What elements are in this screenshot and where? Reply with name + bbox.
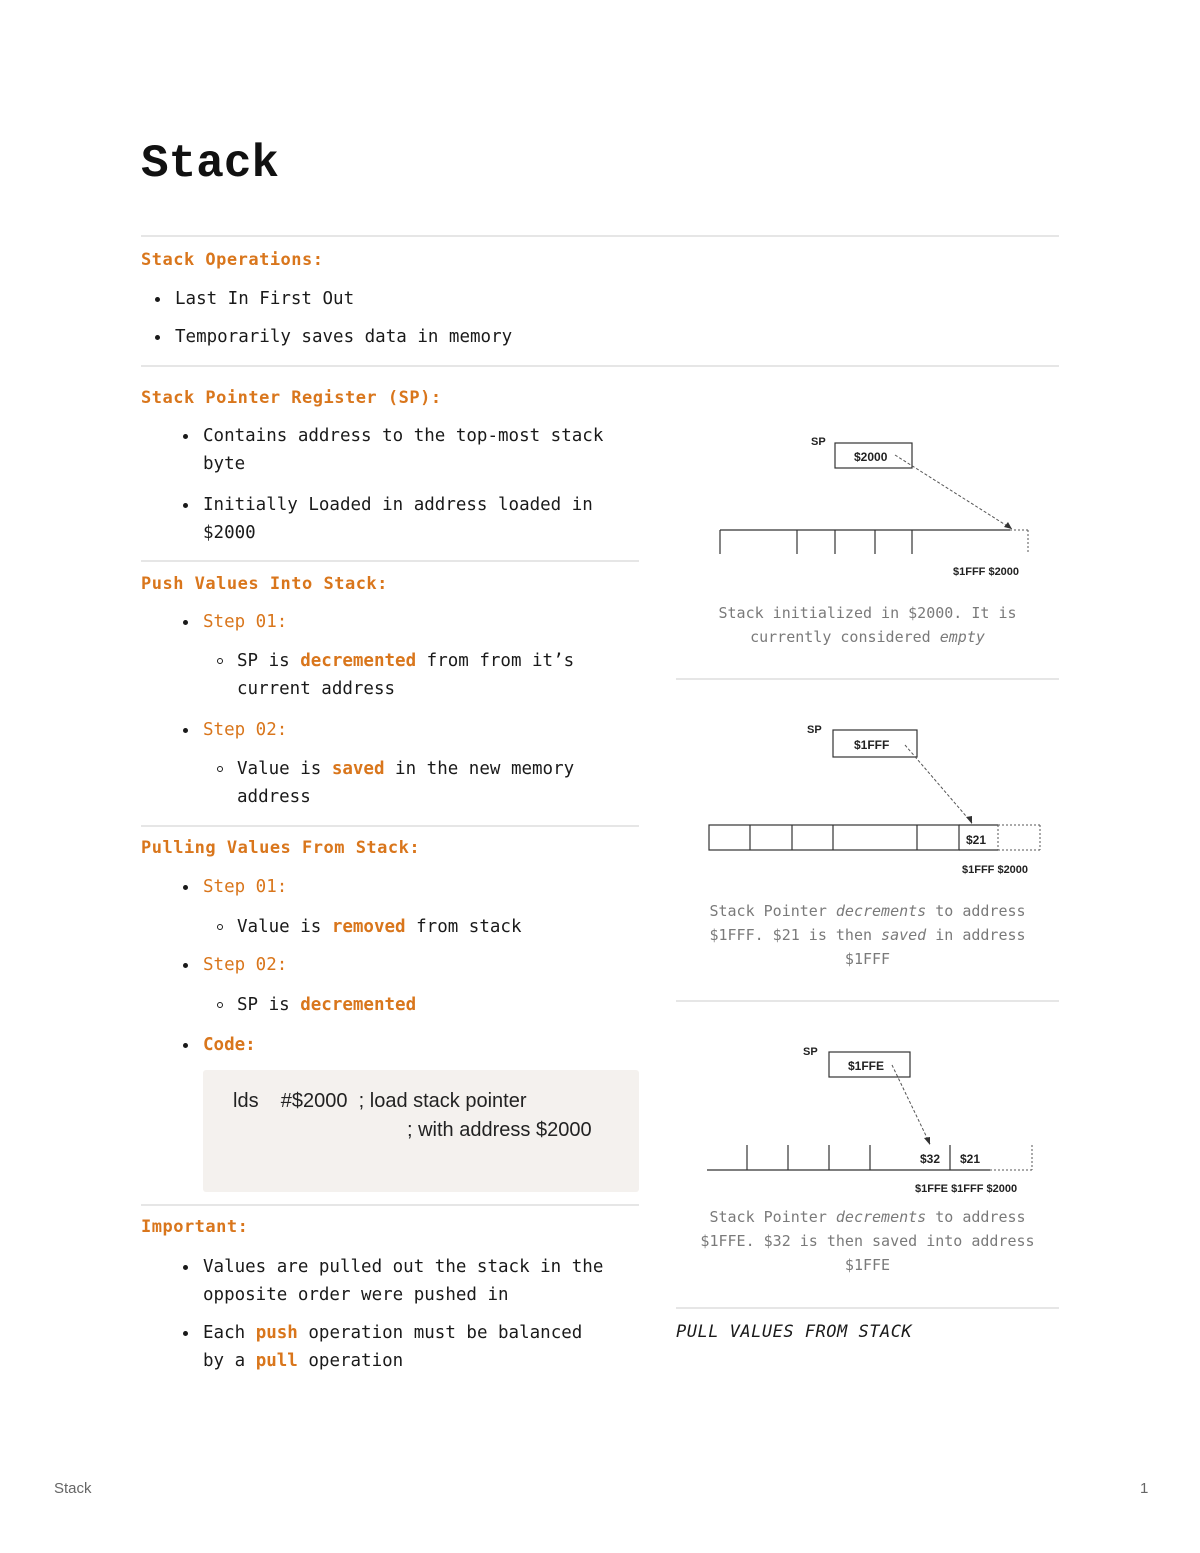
list-item: Temporarily saves data in memory [155,323,512,351]
sp-label: SP [807,724,822,736]
footer-doc-title: Stack [54,1480,92,1497]
list-item: Values are pulled out the stack in the opposite order were pushed in [183,1253,603,1309]
address-label: $1FFF $2000 [962,864,1029,876]
step-label: Step 01: [183,608,287,636]
divider [141,560,639,562]
list-item: Each push operation must be balanced by a pull operation [183,1319,582,1375]
sp-value: $1FFE [848,1059,885,1073]
page-title: Stack [141,138,280,190]
code-line: ; with address $2000 [407,1119,592,1141]
address-label: $1FFE $1FFF $2000 [915,1183,1018,1195]
caption: Stack Pointer decrements to address $1FFE. $32 is then saved into address $1FFE [700,1208,1035,1274]
diagram-section-label: PULL VALUES FROM STACK [676,1322,913,1342]
step-label: Step 01: [183,873,287,901]
step-label: Step 02: [183,951,287,979]
sp-value: $2000 [854,450,888,464]
caption: Stack initialized in $2000. It is currently considered empty [718,604,1017,646]
sp-label: SP [811,436,826,448]
divider [676,1000,1059,1002]
section-heading-important: Important: [141,1217,249,1237]
sub-list-item: Value is saved in the new memory address [217,755,574,811]
code-label: Code: [183,1031,256,1059]
section-heading-push: Push Values Into Stack: [141,574,388,594]
divider [676,1307,1059,1309]
sp-label: SP [803,1046,818,1058]
list-item: Initially Loaded in address loaded in $2000 [183,491,593,547]
sub-list-item: SP is decremented from from it’s current address [217,647,574,703]
cell-value: $32 [920,1152,941,1166]
step-label: Step 02: [183,716,287,744]
code-block [203,1070,639,1192]
code-line: lds #$2000 ; load stack pointer [233,1090,527,1112]
section-heading-sp-register: Stack Pointer Register (SP): [141,388,442,408]
page-number: 1 [1140,1480,1149,1497]
cell-value: $21 [966,833,987,847]
section-heading-pull: Pulling Values From Stack: [141,838,421,858]
stack-diagram-push-32 [700,1040,1050,1200]
divider [676,678,1059,680]
divider [141,825,639,827]
stack-diagram-initial [700,430,1050,590]
caption: Stack Pointer decrements to address $1FFF. $21 is then saved in address $1FFF [709,902,1026,968]
divider [141,365,1059,367]
divider [141,235,1059,237]
cell-value: $21 [960,1152,981,1166]
address-label: $1FFF $2000 [953,566,1020,578]
section-heading-operations: Stack Operations: [141,250,324,270]
sub-list-item: Value is removed from stack [217,913,522,941]
sub-list-item: SP is decremented [217,991,416,1019]
stack-diagram-push-21 [700,718,1050,883]
divider [141,1204,639,1206]
list-item: Last In First Out [155,285,354,313]
sp-value: $1FFF [854,738,890,752]
list-item: Contains address to the top-most stack byte [183,422,603,478]
